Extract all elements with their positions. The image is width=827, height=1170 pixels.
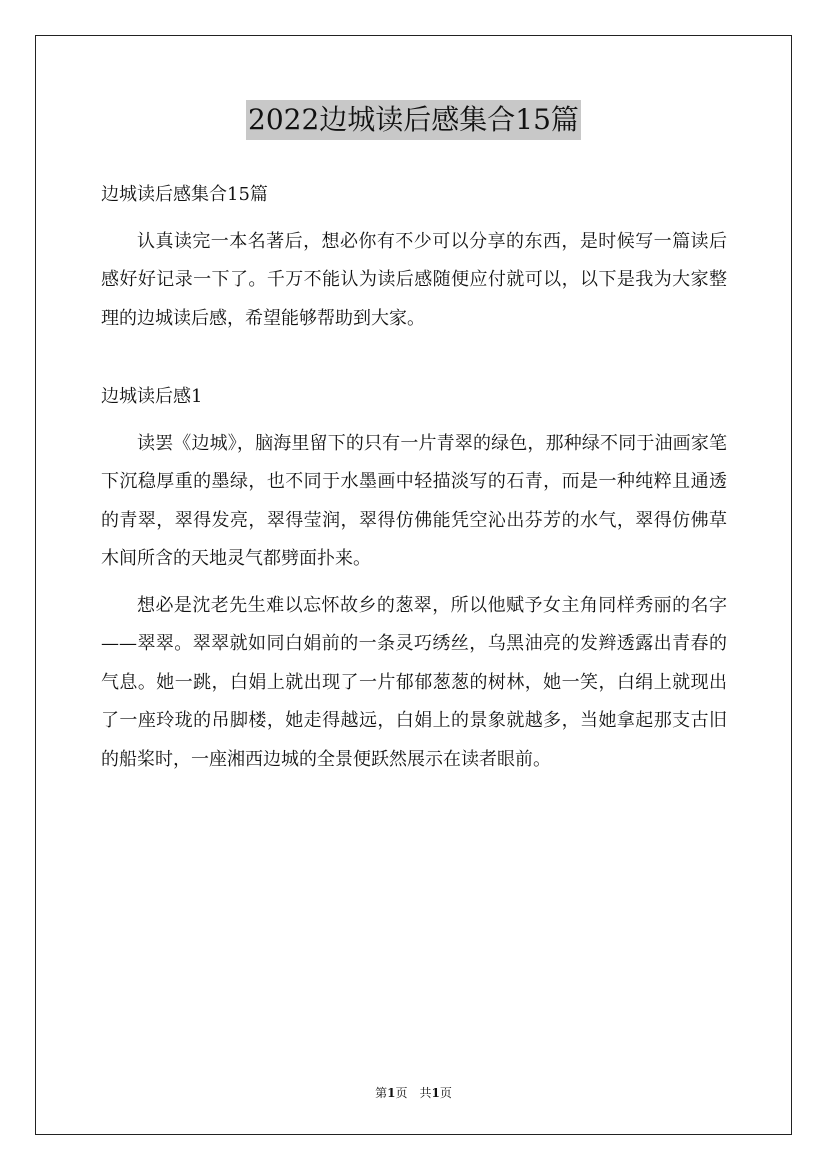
spacer <box>101 215 727 223</box>
page-footer <box>0 1085 827 1101</box>
footer-page-number: 1 <box>387 1086 396 1100</box>
spacer <box>101 338 727 378</box>
footer-page-mid: 页 共 <box>395 1086 432 1100</box>
spacer <box>101 579 727 587</box>
spacer <box>101 417 727 425</box>
section-heading: 边城读后感1 <box>101 386 203 407</box>
document-body <box>101 176 727 779</box>
body-paragraph-2: 想必是沈老先生难以忘怀故乡的葱翠，所以他赋予女主角同样秀丽的名字——翠翠。翠翠就如同白娟前的一条灵巧绣丝，乌黑油亮的发辫透露出青春的气息。她一跳，白娟上就出现了一片郁郁葱葱的树林，她一笑，白绢上就现出了一座玲珑的吊脚楼，她走得越远，白娟上的景象就越多，当她拿起那支古旧的船桨时，一座湘西边城的全景便跃然展示在读者眼前。 <box>101 594 727 770</box>
body-paragraph-1: 读罢《边城》，脑海里留下的只有一片青翠的绿色，那种绿不同于油画家笔下沉稳厚重的墨绿，也不同于水墨画中轻描淡写的石青，而是一种纯粹且通透的青翠，翠得发亮，翠得莹润，翠得仿佛能凭空沁出芬芳的水气，翠得仿佛草木间所含的天地灵气都劈面扑来。 <box>101 432 727 569</box>
title-container <box>0 100 827 140</box>
intro-paragraph: 认真读完一本名著后，想必你有不少可以分享的东西，是时候写一篇读后感好好记录一下了。千万不能认为读后感随便应付就可以，以下是我为大家整理的边城读后感，希望能够帮助到大家。 <box>101 230 727 329</box>
subtitle: 边城读后感集合15篇 <box>101 184 268 205</box>
footer-page-suffix: 页 <box>439 1086 452 1100</box>
footer-page-prefix: 第 <box>375 1086 388 1100</box>
footer-total-pages: 1 <box>431 1086 440 1100</box>
document-title: 2022边城读后感集合15篇 <box>246 100 581 140</box>
